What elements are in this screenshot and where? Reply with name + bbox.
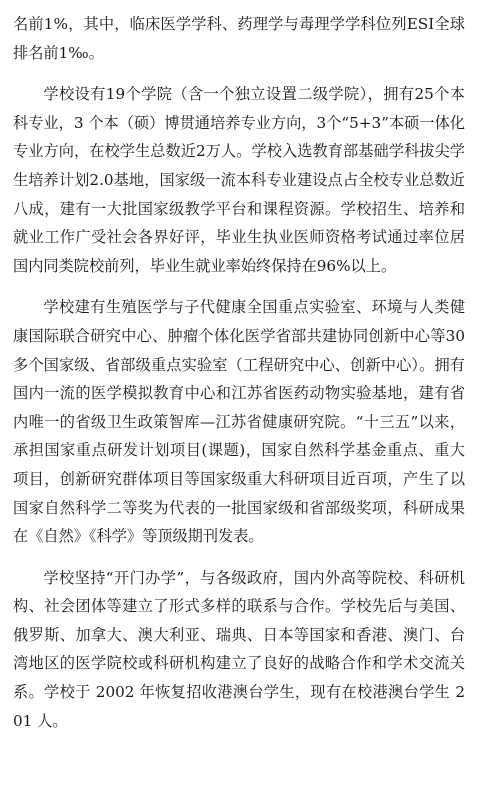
- paragraph-continued-ranking: 名前1%，其中，临床医学学科、药理学与毒理学学科位列ESI全球排名前1‰。: [13, 15, 465, 62]
- paragraph-colleges-and-majors: 学校设有19个学院（含一个独立设置二级学院），拥有25个本科专业，3 个本（硕）博贯通培养专业方向，3个“5+3”本硕一体化专业方向，在校学生总数近2万人。学校入选教育部基础学科拔尖学生培养计划2.0基地，国家级一流本科专业建设点占全校专业总数近八成，建有一大批国家级教学平台和课程资源。学校招生、培养和就业工作广受社会各界好评，毕业生执业医师资格考试通过率位居国内同类院校前列，毕业生就业率始终保持在96%以上。: [13, 85, 465, 275]
- paragraph-research-platforms: 学校建有生殖医学与子代健康全国重点实验室、环境与人类健康国际联合研究中心、肿瘤个体化医学省部共建协同创新中心等30多个国家级、省部级重点实验室（工程研究中心、创新中心）。拥有国内一流的医学模拟教育中心和江苏省医药动物实验基地，建有省内唯一的省级卫生政策智库—江苏省健康研究院。“十三五”以来，承担国家重点研发计划项目(课题)，国家自然科学基金重点、重大项目，创新研究群体项目等国家级重大科研项目近百项，产生了以国家自然科学二等奖为代表的一批国家级和省部级奖项，科研成果在《自然》《科学》等顶级期刊发表。: [13, 298, 465, 546]
- paragraph-international-cooperation: 学校坚持“开门办学”，与各级政府，国内外高等院校、科研机构、社会团体等建立了形式多样的联系与合作。学校先后与美国、俄罗斯、加拿大、澳大利亚、瑞典、日本等国家和香港、澳门、台湾地区的医学院校或科研机构建立了良好的战略合作和学术交流关系。学校于 2002 年恢复招收港澳台学生，现有在校港澳台学生 201 人。: [13, 568, 465, 730]
